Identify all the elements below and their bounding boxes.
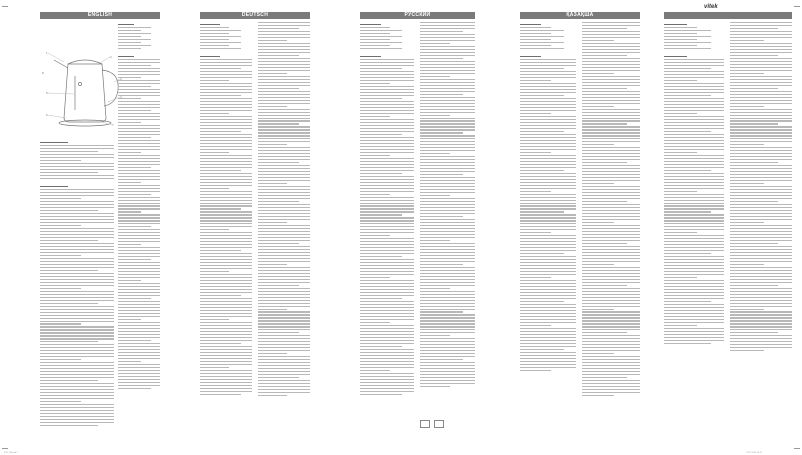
column-header-english: ENGLISH (40, 12, 160, 19)
brand-logo: vitek (704, 4, 718, 10)
deutsch-column-left (200, 22, 252, 447)
russian-column-left (360, 22, 414, 447)
svg-text:8: 8 (42, 71, 44, 75)
svg-text:3: 3 (120, 77, 122, 81)
column-header-russian: РУССКИЙ (360, 12, 475, 19)
column-header-other (664, 12, 792, 19)
russian-column-right (420, 22, 475, 447)
fifth-column-left (664, 22, 724, 447)
crop-mark (794, 6, 800, 7)
crop-mark (794, 448, 800, 449)
svg-text:2: 2 (110, 55, 112, 59)
kazakh-column-right (582, 22, 640, 447)
svg-text:7: 7 (112, 123, 114, 127)
recycle-icon (420, 420, 430, 428)
column-header-kazakh: ҚАЗАҚША (520, 12, 640, 19)
svg-text:6: 6 (46, 113, 48, 117)
column-header-deutsch: DEUTSCH (200, 12, 310, 19)
english-column-left (40, 140, 114, 447)
svg-text:5: 5 (46, 91, 48, 95)
svg-text:1: 1 (46, 51, 48, 55)
kazakh-column-left (520, 22, 576, 447)
footer-file-name: 3711_IM.indd 1 (4, 452, 18, 454)
crop-mark (2, 6, 8, 7)
crop-mark (2, 448, 8, 449)
kettle-illustration (40, 34, 126, 130)
footer-timestamp: 29.12.2021 14:52 (746, 452, 762, 454)
svg-text:4: 4 (120, 95, 122, 99)
eac-mark-icon (434, 420, 444, 428)
deutsch-column-right (258, 22, 310, 447)
english-column-top (118, 22, 160, 447)
fifth-column-right (730, 22, 792, 447)
